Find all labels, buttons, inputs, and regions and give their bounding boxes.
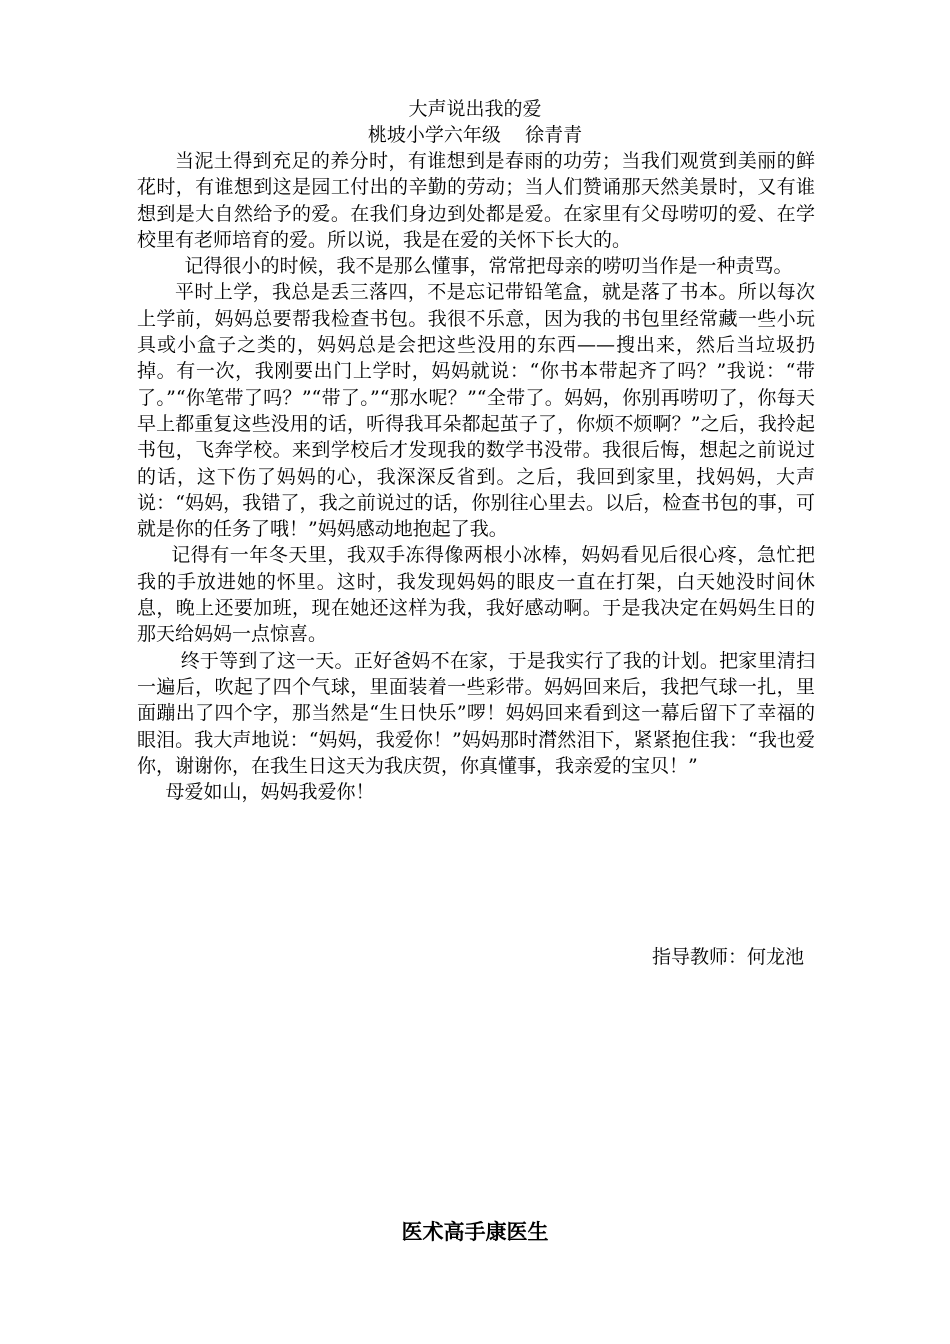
author-byline: 桃坡小学六年级 徐青青 xyxy=(367,124,583,146)
paragraph-6: 母爱如山，妈妈我爱你！ xyxy=(165,781,375,804)
essay-body xyxy=(137,148,815,805)
paragraph-5: 终于等到了这一天。正好爸妈不在家，于是我实行了我的计划。把家里清扫一遍后，吹起了四个气球，里面装着一些彩带。妈妈回来后，我把气球一扎，里面蹦出了四个字，那当然是“生日快乐”啰！妈妈回来看到这一幕后留下了幸福的眼泪。我大声地说：“妈妈，我爱你！”妈妈那时潸然泪下，紧紧抱住我：“我也爱你，谢谢你，在我生日这天为我庆贺，你真懂事，我亲爱的宝贝！” xyxy=(137,649,815,777)
essay-title: 大声说出我的爱 xyxy=(408,98,542,120)
paragraph-1: 当泥土得到充足的养分时，有谁想到是春雨的功劳；当我们观赏到美丽的鲜花时，有谁想到这是园工付出的辛勤的劳动；当人们赞诵那天然美景时，又有谁想到是大自然给予的爱。在我们身边到处都是爱。在家里有父母唠叨的爱、在学校里有老师培育的爱。所以说，我是在爱的关怀下长大的。 xyxy=(137,150,815,251)
paragraph-2: 记得很小的时候，我不是那么懂事，常常把母亲的唠叨当作是一种责骂。 xyxy=(184,255,793,278)
paragraph-3: 平时上学，我总是丢三落四，不是忘记带铅笔盒，就是落了书本。所以每次上学前，妈妈总要帮我检查书包。我很不乐意，因为我的书包里经常藏一些小玩具或小盒子之类的，妈妈总是会把这些没用的东西——搜出来，然后当垃圾扔掉。有一次，我刚要出门上学时，妈妈就说：“你书本带起齐了吗？”我说：“带了。”“你笔带了吗？”“带了。”“那水呢？”“全带了。妈妈，你别再唠叨了，你每天早上都重复这些没用的话，听得我耳朵都起茧子了，你烦不烦啊？”之后，我拎起书包，飞奔学校。来到学校后才发现我的数学书没带。我很后悔，想起之前说过的话，这下伤了妈妈的心，我深深反省到。之后，我回到家里，找妈妈，大声说：“妈妈，我错了，我之前说过的话，你别往心里去。以后，检查书包的事，可就是你的任务了哦！”妈妈感动地抱起了我。 xyxy=(137,281,815,541)
teacher-signature: 指导教师：何龙池 xyxy=(651,946,804,968)
footer-text: 医术高手康医生 xyxy=(401,1219,549,1244)
paragraph-4: 记得有一年冬天里，我双手冻得像两根小冰棒，妈妈看见后很心疼，急忙把我的手放进她的怀里。这时，我发现妈妈的眼皮一直在打架，白天她没时间休息，晚上还要加班，现在她还这样为我，我好感动啊。于是我决定在妈妈生日的那天给妈妈一点惊喜。 xyxy=(137,544,815,646)
